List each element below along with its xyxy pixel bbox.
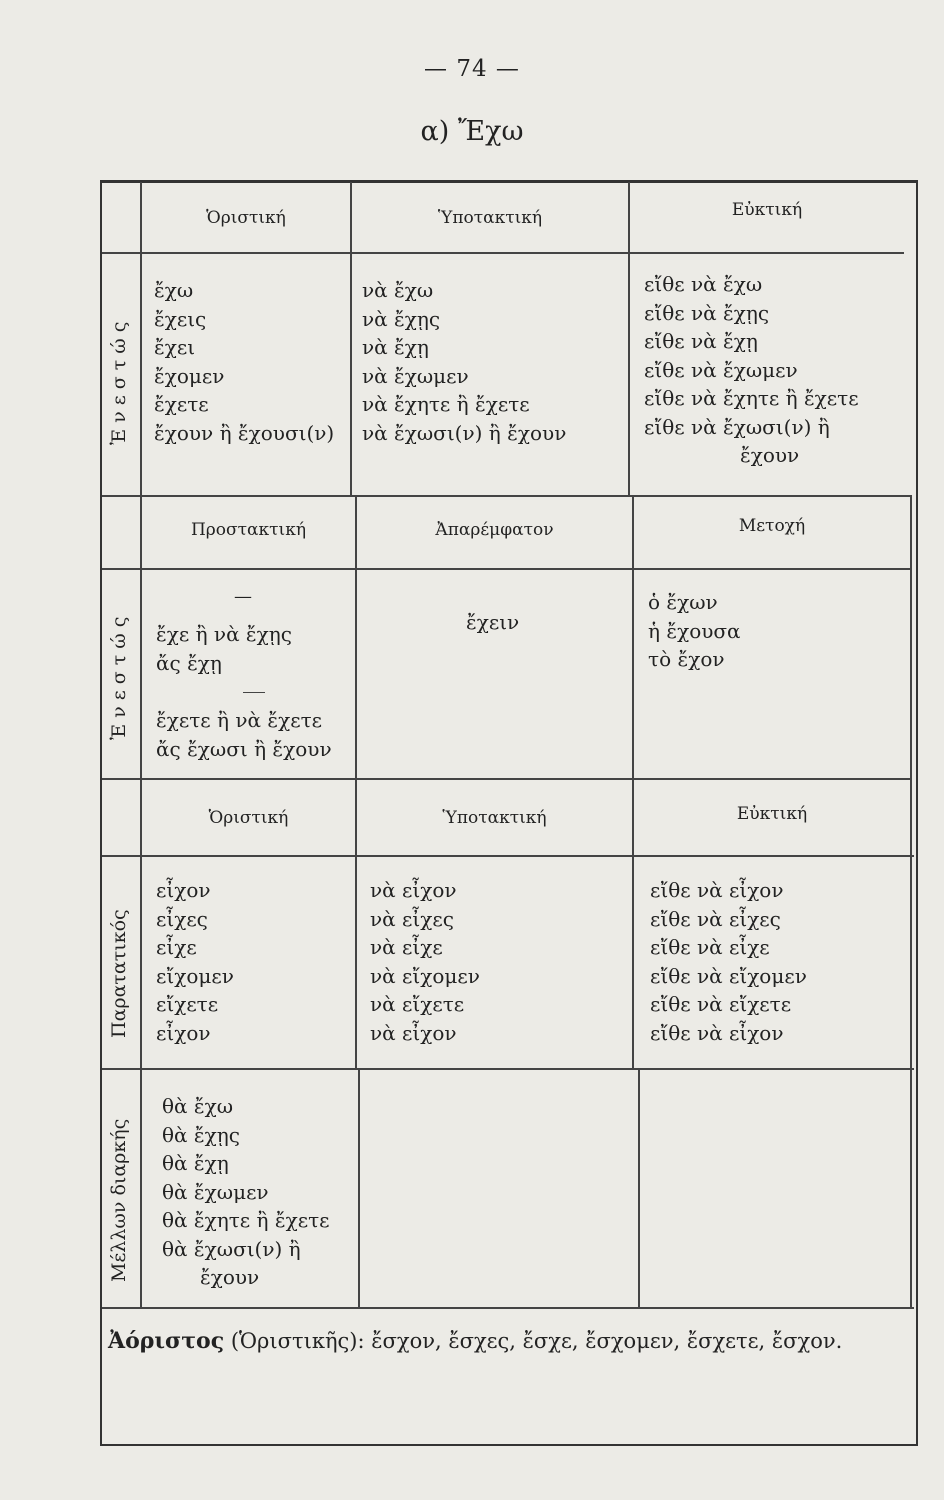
header-participle: Μετοχή	[738, 516, 806, 536]
form: εἶχε	[156, 935, 197, 959]
form: εἴθε νὰ ἔχωσι(ν) ἢ	[644, 414, 830, 439]
form: θὰ ἔχῃ	[162, 1151, 229, 1175]
form: ἔχετε	[154, 392, 209, 416]
imperative-plural-forms	[156, 706, 332, 763]
form: νὰ ἔχωσι(ν) ἢ ἔχουν	[362, 420, 567, 445]
form: νὰ εἴχετε	[370, 992, 465, 1016]
form: ἔχουν ἢ ἔχουσι(ν)	[154, 420, 335, 445]
header-indicative: Ὁριστική	[208, 808, 289, 828]
form: ἔχετε ἢ νὰ ἔχετε	[156, 708, 322, 732]
form: ὁ ἔχων	[648, 590, 718, 614]
form: ἡ ἔχουσα	[648, 618, 741, 643]
form: ἔχουν	[740, 443, 800, 467]
imperfect-optative-forms	[650, 876, 807, 1047]
imperfect-side-label: Παρατατικός	[108, 909, 130, 1038]
row-divider	[102, 1307, 914, 1309]
form: εἴθε νὰ εἶχε	[650, 935, 770, 959]
column-divider	[628, 182, 630, 495]
aorist-mood: (Ὁριστικῆς):	[230, 1329, 365, 1353]
page-number: — 74 —	[424, 56, 520, 82]
form: εἶχες	[156, 906, 208, 931]
form: θὰ ἔχω	[162, 1094, 234, 1118]
column-divider	[350, 182, 352, 495]
form: θὰ ἔχωσι(ν) ἢ	[162, 1236, 301, 1261]
form: εἴχομεν	[156, 963, 234, 988]
form: ἔχεις	[154, 306, 207, 331]
column-divider	[638, 1068, 640, 1308]
imperative-singular-forms	[156, 620, 292, 677]
form: τὸ ἔχον	[648, 647, 725, 671]
form: νὰ ἔχω	[362, 278, 434, 302]
present-indicative-forms	[154, 276, 334, 447]
form: νὰ εἶχον	[370, 1020, 457, 1045]
form: εἴθε νὰ ἔχητε ἢ ἔχετε	[644, 386, 859, 410]
form: νὰ εἶχον	[370, 878, 457, 902]
form: εἶχον	[156, 1020, 211, 1045]
present-optative-forms	[644, 270, 859, 470]
header-optative: Εὐκτική	[731, 200, 803, 220]
imperfect-subjunctive-forms	[370, 876, 480, 1047]
imperfect-indicative-forms	[156, 876, 234, 1047]
form: ἔχε ἢ νὰ ἔχῃς	[156, 622, 292, 646]
aorist-label: Ἀόριστος	[108, 1328, 225, 1354]
header-indicative: Ὁριστική	[206, 208, 286, 228]
aorist-line	[108, 1328, 842, 1354]
imperative-dash: —	[234, 586, 252, 607]
header-subjunctive: Ὑποτακτική	[442, 808, 547, 828]
form: εἴθε νὰ ἔχῃς	[644, 300, 770, 325]
header-optative: Εὐκτική	[736, 804, 808, 824]
header-infinitive: Ἀπαρέμφατον	[435, 520, 554, 540]
form: εἴθε νὰ εἴχετε	[650, 992, 792, 1016]
form: νὰ εἴχομεν	[370, 963, 480, 988]
header-subjunctive: Ὑποτακτική	[437, 208, 543, 228]
form: θὰ ἔχητε ἢ ἔχετε	[162, 1208, 330, 1232]
form: νὰ εἶχε	[370, 935, 443, 959]
form: ἄς ἔχωσι ἢ ἔχουν	[156, 736, 332, 761]
form: ἔχομεν	[154, 363, 225, 388]
present-subjunctive-forms	[362, 276, 566, 447]
form: νὰ ἔχητε ἢ ἔχετε	[362, 392, 530, 416]
row-divider	[102, 252, 904, 254]
form: εἴθε νὰ εἶχον	[650, 878, 784, 902]
column-divider	[140, 182, 142, 1308]
separator-dash	[243, 692, 265, 693]
aorist-forms: ἔσχον, ἔσχες, ἔσχε, ἔσχομεν, ἔσχετε, ἔσχον.	[371, 1329, 843, 1353]
column-divider	[358, 1068, 360, 1308]
column-divider	[910, 495, 912, 1307]
form: ἔχω	[154, 278, 194, 302]
form: νὰ ἔχωμεν	[362, 363, 469, 388]
row-divider	[102, 778, 912, 780]
form: νὰ ἔχῃ	[362, 335, 429, 359]
form: εἴθε νὰ εἶχες	[650, 906, 781, 931]
participle-forms	[648, 588, 741, 674]
form: νὰ ἔχῃς	[362, 306, 441, 331]
present-side-label: Ἐ ν ε σ τ ώ ς	[108, 321, 130, 445]
form: εἴθε νὰ εἶχον	[650, 1020, 784, 1045]
row-divider	[102, 495, 912, 497]
future-side-label: Μέλλων διαρκής	[108, 1118, 130, 1282]
column-divider	[355, 495, 357, 1068]
row-divider	[102, 1068, 914, 1070]
form: νὰ εἶχες	[370, 906, 454, 931]
form: εἴθε νὰ ἔχῃ	[644, 329, 758, 353]
infinitive-form: ἔχειν	[466, 610, 520, 634]
form: θὰ ἔχωμεν	[162, 1179, 269, 1204]
form: εἴθε νὰ ἔχω	[644, 272, 763, 296]
form: θὰ ἔχῃς	[162, 1122, 240, 1147]
row-divider	[102, 855, 914, 857]
row-divider	[102, 568, 912, 570]
present2-side-label: Ἐ ν ε σ τ ώ ς	[108, 616, 130, 740]
form: ἔχουν	[200, 1265, 260, 1289]
column-divider	[632, 495, 634, 1068]
form: εἴθε νὰ ἔχωμεν	[644, 357, 798, 382]
page-title: α) Ἔχω	[420, 116, 524, 147]
form: ἔχει	[154, 335, 196, 359]
form: εἴχετε	[156, 992, 219, 1016]
future-forms	[162, 1092, 330, 1292]
header-imperative: Προστακτική	[190, 520, 307, 540]
form: εἶχον	[156, 878, 211, 902]
form: ἄς ἔχῃ	[156, 650, 222, 675]
form: εἴθε νὰ εἴχομεν	[650, 963, 807, 988]
